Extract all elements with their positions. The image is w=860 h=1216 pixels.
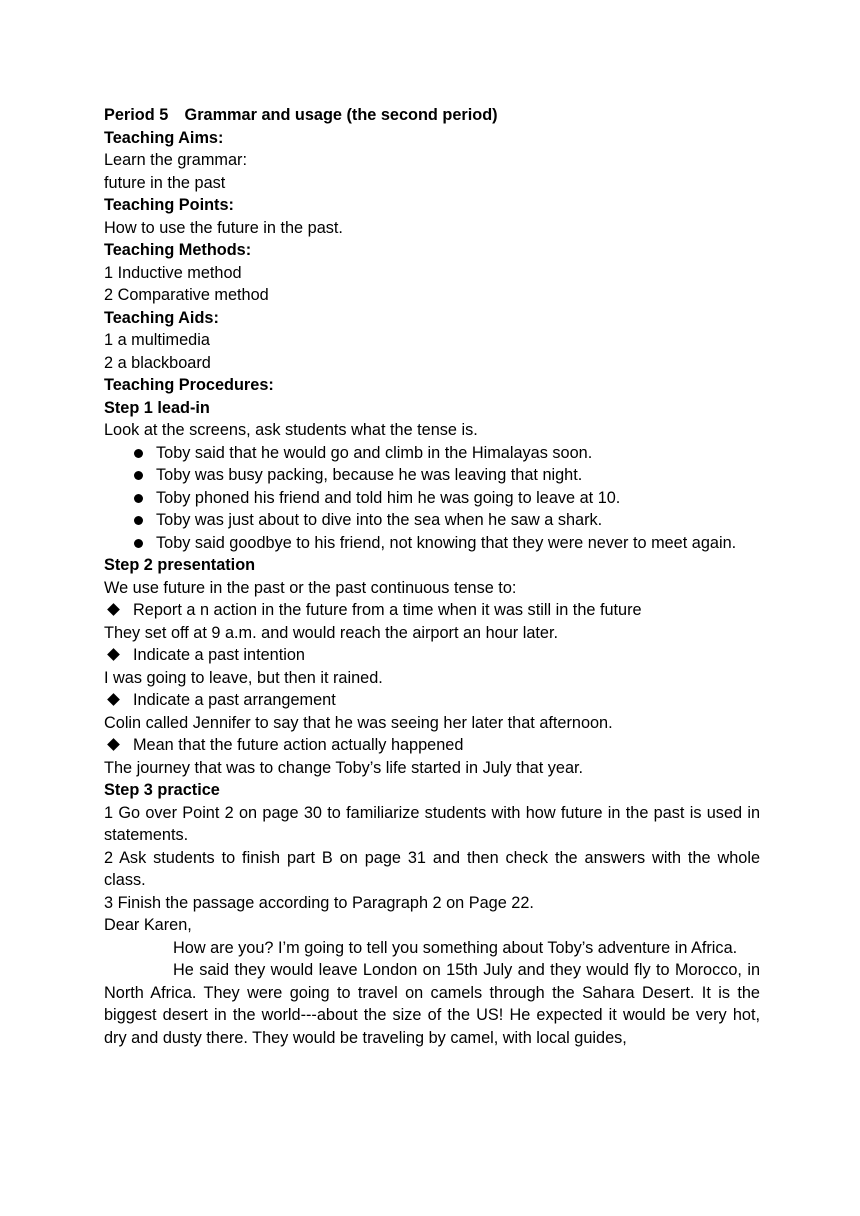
step1-intro: Look at the screens, ask students what the tense is.	[104, 421, 478, 439]
diamond-bullet-icon	[107, 603, 120, 616]
letter-paragraph: He said they would leave London on 15th July and they would fly to Morocco, in North Africa. They were going to travel on camels through the Sahara Desert. It is the biggest desert in the world---about the size of the US! He expected it would be very hot, dry and dusty there. They would be traveling by camel, with local guides,	[104, 961, 760, 1047]
aids-heading: Teaching Aids:	[104, 308, 219, 327]
use-label: Indicate a past arrangement	[133, 691, 336, 709]
use-example: The journey that was to change Toby’s life started in July that year.	[104, 758, 584, 777]
methods-line: 2 Comparative method	[104, 286, 269, 304]
points-heading: Teaching Points:	[104, 196, 234, 214]
bullet-dot-icon	[134, 471, 143, 480]
document-page	[104, 104, 760, 1049]
aids-line: 1 a multimedia	[104, 331, 210, 349]
aids-line: 2 a blackboard	[104, 353, 211, 372]
bullet-text: Toby said that he would go and climb in the Himalayas soon.	[156, 443, 593, 462]
methods-heading: Teaching Methods:	[104, 241, 252, 259]
step1-bullet-list	[104, 442, 760, 555]
step1-heading: Step 1 lead-in	[104, 398, 210, 417]
bullet-text: Toby said goodbye to his friend, not knowing that they were never to meet again.	[156, 533, 737, 552]
aims-heading: Teaching Aims:	[104, 128, 224, 147]
practice-item: 1 Go over Point 2 on page 30 to familiarize students with how future in the past is used in statements.	[104, 803, 760, 844]
bullet-item	[104, 464, 760, 487]
document-title: Period 5 Grammar and usage (the second period)	[104, 106, 498, 124]
diamond-bullet-icon	[107, 648, 120, 661]
diamond-bullet-icon	[107, 738, 120, 751]
use-example: I was going to leave, but then it rained.	[104, 668, 383, 687]
step2-heading: Step 2 presentation	[104, 556, 256, 574]
bullet-text: Toby was just about to dive into the sea when he saw a shark.	[156, 511, 603, 529]
bullet-item	[104, 442, 760, 465]
bullet-item	[104, 532, 760, 555]
step2-intro: We use future in the past or the past continuous tense to:	[104, 578, 517, 597]
aims-line: Learn the grammar:	[104, 151, 247, 169]
use-item	[104, 734, 760, 757]
use-item	[104, 689, 760, 712]
bullet-dot-icon	[134, 449, 143, 458]
use-label: Mean that the future action actually happened	[133, 736, 464, 754]
practice-item: 3 Finish the passage according to Paragraph 2 on Page 22.	[104, 893, 534, 912]
bullet-text: Toby was busy packing, because he was leaving that night.	[156, 466, 583, 484]
step3-heading: Step 3 practice	[104, 781, 220, 799]
diamond-bullet-icon	[107, 693, 120, 706]
procedures-heading: Teaching Procedures:	[104, 376, 274, 394]
bullet-dot-icon	[134, 539, 143, 548]
use-example: Colin called Jennifer to say that he was seeing her later that afternoon.	[104, 713, 613, 732]
letter-greeting: Dear Karen,	[104, 916, 192, 934]
use-item	[104, 644, 760, 667]
bullet-item	[104, 487, 760, 510]
use-label: Indicate a past intention	[133, 646, 305, 664]
bullet-text: Toby phoned his friend and told him he was going to leave at 10.	[156, 488, 621, 507]
use-item	[104, 599, 760, 622]
letter-paragraph: How are you? I’m going to tell you something about Toby’s adventure in Africa.	[173, 938, 738, 957]
bullet-dot-icon	[134, 494, 143, 503]
use-label: Report a n action in the future from a time when it was still in the future	[133, 601, 642, 619]
practice-item: 2 Ask students to finish part B on page 31 and then check the answers with the whole class.	[104, 848, 760, 889]
use-example: They set off at 9 a.m. and would reach the airport an hour later.	[104, 623, 559, 642]
methods-line: 1 Inductive method	[104, 263, 242, 282]
points-line: How to use the future in the past.	[104, 218, 343, 237]
bullet-dot-icon	[134, 516, 143, 525]
aims-line: future in the past	[104, 173, 226, 192]
bullet-item	[104, 509, 760, 532]
